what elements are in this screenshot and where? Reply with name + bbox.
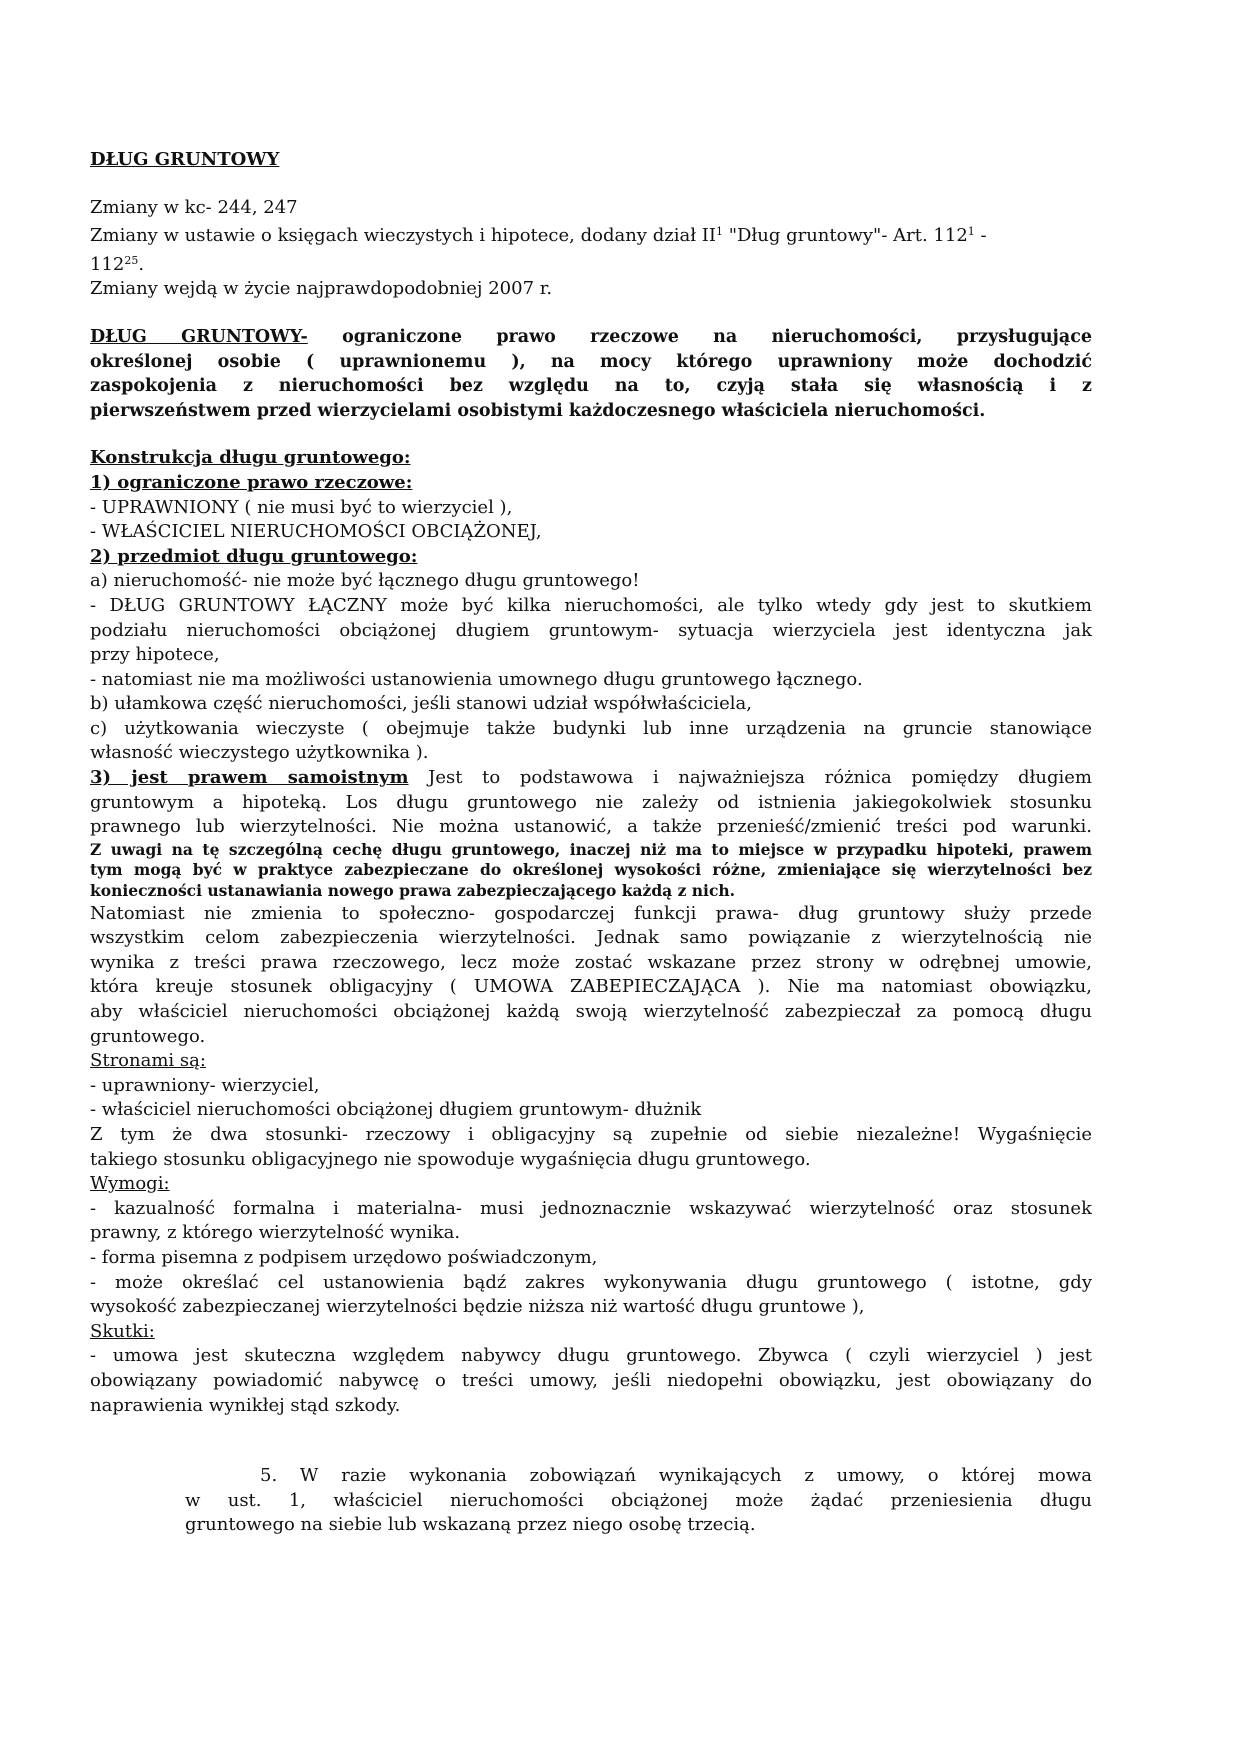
text-line: b) ułamkowa część nieruchomości, jeśli stanowi udział współwłaściciela, (90, 693, 752, 715)
text-line: własność wieczystego użytkownika ). (90, 742, 429, 764)
point-5-paragraph (185, 1464, 1092, 1538)
text-line: w ust. 1, właściciel nieruchomości obciążonej może żądać przeniesienia długu (185, 1489, 1092, 1511)
list-item: - właściciel nieruchomości obciążonej długiem gruntowym- dłużnik (90, 1099, 702, 1121)
text-line: gruntowego na siebie lub wskazaną przez niego osobę trzecią. (185, 1514, 756, 1536)
text-line: naprawienia wynikłej stąd szkody. (90, 1394, 401, 1416)
list-item: - UPRAWNIONY ( nie musi być to wierzyciel ), (90, 496, 513, 518)
subsection-heading: 3) jest prawem samoistnym (90, 767, 409, 789)
quoted-note-line: konieczności ustanawiania nowego prawa zabezpieczającego każdą z nich. (90, 881, 736, 901)
intro-line: Zmiany w kc- 244, 247 (90, 196, 298, 218)
document-page (90, 148, 1092, 1538)
subsection-heading: 1) ograniczone prawo rzeczowe: (90, 471, 413, 493)
definition-line: określonej osobie ( uprawnionemu ), na mocy którego uprawniony może dochodzić (90, 351, 1092, 372)
definition-line: pierwszeństwem przed wierzycielami osobistymi każdoczesnego właściciela nieruchomości. (90, 400, 986, 421)
list-item: - uprawniony- wierzyciel, (90, 1074, 320, 1096)
definition-paragraph (90, 325, 1092, 423)
text-line: c) użytkowania wieczyste ( obejmuje także budynki lub inne urządzenia na gruncie stanowiące (90, 717, 1092, 739)
text-line: przy hipotece, (90, 644, 220, 666)
definition-line: zaspokojenia z nieruchomości bez względu na to, czyją stała się własnością i z (90, 376, 1092, 397)
intro-line: Zmiany w ustawie o księgach wieczystych i hipotece, dodany dział $II^1$ "Dług gruntowy"- Art. $112^1$ - (90, 225, 987, 247)
section-heading: Wymogi: (90, 1173, 170, 1195)
text-line: która kreuje stosunek obligacyjny ( UMOWA ZABEPIECZAJĄCA ). Nie ma natomiast obowiązku, (90, 976, 1092, 998)
text-line: takiego stosunku obligacyjnego nie spowoduje wygaśnięcia długu gruntowego. (90, 1148, 811, 1170)
text-line: prawny, z którego wierzytelność wynika. (90, 1222, 461, 1244)
text-line: - umowa jest skuteczna względem nabywcy długu gruntowego. Zbywca ( czyli wierzyciel ) jest (90, 1345, 1092, 1367)
text-line: 5. W razie wykonania zobowiązań wynikających z umowy, o której mowa (260, 1465, 1092, 1487)
text-line: Z tym że dwa stosunki- rzeczowy i obligacyjny są zupełnie od siebie niezależne! Wygaśnięcie (90, 1123, 1092, 1145)
section-heading: Konstrukcja długu gruntowego: (90, 447, 411, 469)
section-heading: Skutki: (90, 1320, 155, 1342)
text-line: gruntowego. (90, 1025, 206, 1047)
requirements-section (90, 1172, 1092, 1320)
effects-section (90, 1320, 1092, 1418)
intro-line: Zmiany wejdą w życie najprawdopodobniej 2007 r. (90, 278, 553, 300)
section-heading: Stronami są: (90, 1050, 206, 1072)
text-line: - może określać cel ustanowienia bądź zakres wykonywania długu gruntowego ( istotne, gdy (90, 1271, 1092, 1293)
text-line: wynika z treści prawa rzeczowego, lecz może zostać wskazane przez strony w odrębnej umowie, (90, 951, 1092, 973)
text-line: a) nieruchomość- nie może być łącznego długu gruntowego! (90, 570, 640, 592)
subsection-heading: 2) przedmiot długu gruntowego: (90, 545, 418, 567)
list-item: - WŁAŚCICIEL NIERUCHOMOŚCI OBCIĄŻONEJ, (90, 521, 542, 543)
text-line: - natomiast nie ma możliwości ustanowienia umownego długu gruntowego łącznego. (90, 668, 863, 690)
construction-section (90, 446, 1092, 1049)
defined-term: DŁUG GRUNTOWY- (90, 326, 308, 347)
text-line: gruntowym a hipoteką. Los długu gruntowego nie zależy od istnienia jakiegokolwiek stosunku (90, 791, 1092, 813)
text-line: Natomiast nie zmienia to społeczno- gospodarczej funkcji prawa- dług gruntowy służy przede (90, 902, 1092, 924)
definition-line: DŁUG GRUNTOWY- ograniczone prawo rzeczowe na nieruchomości, przysługujące (90, 326, 1092, 347)
text-line: - DŁUG GRUNTOWY ŁĄCZNY może być kilka nieruchomości, ale tylko wtedy gdy jest to skutkiem (90, 594, 1092, 616)
text-line: 3) jest prawem samoistnym Jest to podstawowa i najważniejsza różnica pomiędzy długiem (90, 767, 1092, 789)
quoted-note-line: tym mogą być w praktyce zabezpieczane do określonej wysokości różne, zmieniające się wierzytelności bez (90, 860, 1092, 880)
parties-section (90, 1049, 1092, 1172)
text-line: prawnego lub wierzytelności. Nie można ustanowić, a także przenieść/zmienić treści pod warunki. (90, 816, 1092, 838)
text-line: aby właściciel nieruchomości obciążonej każdą swoją wierzytelność zabezpieczał za pomocą długu (90, 1001, 1092, 1022)
text-line: obowiązany powiadomić nabywcę o treści umowy, jeśli niedopełni obowiązku, jest obowiązany do (90, 1369, 1092, 1391)
intro-line: $112^{25}$. (90, 253, 145, 275)
text-line: wysokość zabezpieczanej wierzytelności będzie niższa niż wartość długu gruntowe ), (90, 1296, 865, 1318)
text-line: wszystkim celom zabezpieczenia wierzytelności. Jednak samo powiązanie z wierzytelnością nie (90, 927, 1092, 949)
quoted-note-line: Z uwagi na tę szczególną cechę długu gruntowego, inaczej niż ma to miejsce w przypadku hipoteki, prawem (90, 839, 1092, 859)
text-line: podziału nieruchomości obciążonej długiem gruntowym- sytuacja wierzyciela jest identyczna jak (90, 619, 1092, 641)
text-line: - forma pisemna z podpisem urzędowo poświadczonym, (90, 1246, 598, 1268)
intro-section (90, 196, 1092, 302)
document-title: DŁUG GRUNTOWY (90, 149, 280, 170)
text-line: - kazualność formalna i materialna- musi jednoznacznie wskazywać wierzytelność oraz stosunek (90, 1197, 1092, 1219)
